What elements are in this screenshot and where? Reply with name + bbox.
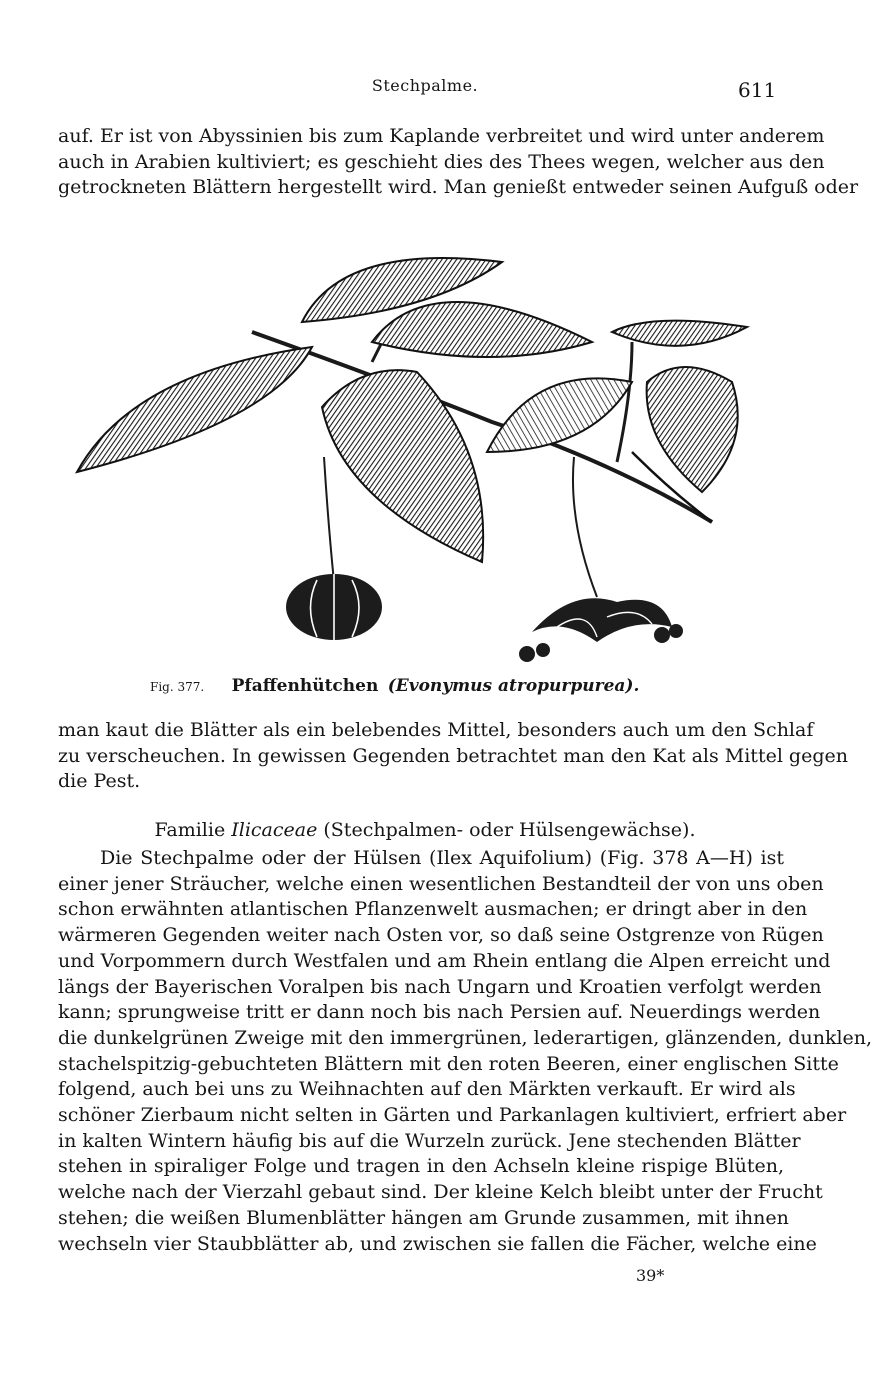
text-line: welche nach der Vierzahl gebaut sind. Der kleine Kelch bleibt unter der Frucht <box>58 1181 823 1204</box>
section-heading-prefix: Familie <box>154 819 232 841</box>
text-line: und Vorpommern durch Westfalen und am Rhein entlang die Alpen erreicht und <box>58 949 831 972</box>
text-line: Die Stechpalme oder der Hülsen (Ilex Aquifolium) (Fig. 378 A—H) ist <box>100 847 784 869</box>
figure-common-name: Pfaffenhütchen <box>231 676 379 696</box>
botanical-illustration <box>72 222 772 672</box>
text-line: längs der Bayerischen Voralpen bis nach Ungarn und Kroatien verfolgt werden <box>58 975 822 998</box>
text-line: einer jener Sträucher, welche einen wesentlichen Bestandteil der von uns oben <box>58 872 824 895</box>
text-line: auch in Arabien kultiviert; es geschieht dies des Thees wegen, welcher aus den <box>58 150 825 173</box>
text-line: schon erwähnten atlantischen Pflanzenwelt ausmachen; er dringt aber in den <box>58 898 808 921</box>
text-line: stehen; die weißen Blumenblätter hängen am Grunde zusammen, mit ihnen <box>58 1206 789 1229</box>
page-number: 611 <box>738 78 777 102</box>
text-line: auf. Er ist von Abyssinien bis zum Kaplande verbreitet und wird unter anderem <box>58 125 825 147</box>
text-line: in kalten Wintern häufig bis auf die Wurzeln zurück. Jene stechenden Blätter <box>58 1129 801 1152</box>
section-family-latin: Ilicaceae <box>231 819 318 841</box>
text-line: schöner Zierbaum nicht selten in Gärten und Parkanlagen kultiviert, erfriert aber <box>58 1104 847 1127</box>
text-line: wechseln vier Staubblätter ab, und zwischen sie fallen die Fächer, welche eine <box>58 1232 817 1255</box>
text-line: getrockneten Blättern hergestellt wird. Man genießt entweder seinen Aufguß oder <box>58 176 859 199</box>
paragraph-middle <box>58 718 848 795</box>
text-line: stachelspitzig-gebuchteten Blättern mit den roten Beeren, einer englischen Sitte <box>58 1052 839 1075</box>
text-line: kann; sprungweise tritt er dann noch bis nach Persien auf. Neuerdings werden <box>58 1001 821 1024</box>
text-line: folgend, auch bei uns zu Weihnachten auf den Märkten verkauft. Er wird als <box>58 1078 796 1101</box>
text-line: die dunkelgrünen Zweige mit den immergrünen, lederartigen, glänzenden, dunklen, <box>58 1026 872 1049</box>
paragraph-top <box>58 124 859 201</box>
text-line: zu verscheuchen. In gewissen Gegenden betrachtet man den Kat als Mittel gegen <box>58 744 848 767</box>
text-line: die Pest. <box>58 770 141 793</box>
figure-caption <box>150 676 750 696</box>
text-line: wärmeren Gegenden weiter nach Osten vor, so daß seine Ostgrenze von Rügen <box>58 924 824 947</box>
section-heading-suffix: (Stechpalmen- oder Hülsengewächse). <box>317 819 696 841</box>
section-heading <box>0 819 850 841</box>
figure-latin-name: (Evonymus atropurpurea). <box>387 676 640 696</box>
running-title: Stechpalme. <box>371 76 479 95</box>
paragraph-bottom <box>58 846 872 1257</box>
text-line: stehen in spiraliger Folge und tragen in den Achseln kleine rispige Blüten, <box>58 1155 784 1178</box>
figure-number: Fig. 377. <box>150 680 205 694</box>
sheet-signature: 39* <box>636 1266 665 1285</box>
text-line: man kaut die Blätter als ein belebendes Mittel, besonders auch um den Schlaf <box>58 719 814 741</box>
